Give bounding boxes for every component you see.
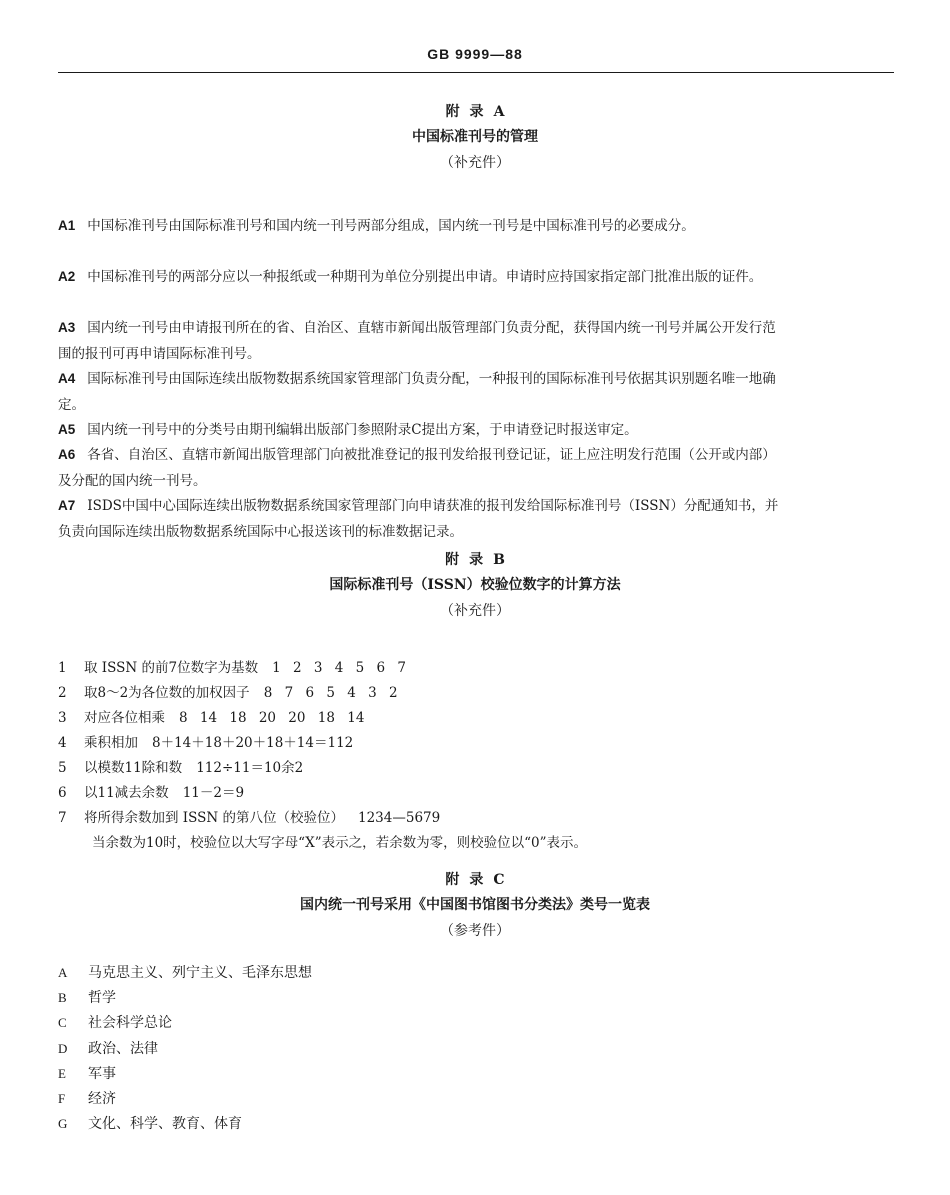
appendix-a-label-letter: A — [493, 104, 505, 120]
appendix-c-note: （参考件） — [440, 923, 510, 939]
item-text: 中国标准刊号由国际标准刊号和国内统一刊号两部分组成，国内统一刊号是中国标准刊号的必要成分。 — [87, 218, 695, 234]
calc-step — [58, 656, 818, 681]
appendix-b-note: （补充件） — [440, 603, 510, 619]
calc-step — [58, 806, 818, 831]
class-letter: D — [58, 1040, 68, 1056]
item-number: A2 — [58, 269, 76, 284]
appendix-c-heading — [0, 868, 950, 944]
appendix-b-heading — [0, 548, 950, 624]
calc-step-text: 取 ISSN 的前7位数字为基数 — [84, 660, 259, 676]
item-text: ISDS中国中心国际连续出版物数据系统国家管理部门向申请获准的报刊发给国际标准刊号（ISSN）分配通知书，并负责向国际连续出版物数据系统国际中心报送该刊的标准数据记录。 — [58, 498, 779, 540]
calc-step — [58, 756, 818, 781]
class-item — [58, 985, 458, 1010]
class-letter: A — [58, 965, 68, 980]
calc-step-value: 11－2＝9 — [182, 785, 245, 801]
calc-step-number: 3 — [58, 710, 67, 726]
calc-step-text: 将所得余数加到 ISSN 的第八位（校验位） — [84, 810, 344, 826]
class-name: 哲学 — [88, 990, 116, 1007]
item-number: A7 — [58, 498, 76, 513]
appendix-a-label — [0, 100, 950, 124]
appendix-c-label-letter: C — [493, 872, 505, 888]
class-letter: E — [58, 1065, 66, 1081]
item-number: A6 — [58, 447, 76, 462]
item-text: 国内统一刊号中的分类号由期刊编辑出版部门参照附录C提出方案，于申请登记时报送审定。 — [87, 422, 638, 438]
appendix-c-label — [0, 868, 950, 892]
appendix-a-item-a6 — [58, 442, 782, 494]
class-item — [58, 1086, 458, 1111]
appendix-b-label-letter: B — [493, 552, 505, 568]
appendix-b-label-text: 附录 — [445, 552, 494, 568]
calc-step-text: 以模数11除和数 — [84, 760, 183, 776]
calc-remark: 当余数为10时，校验位以大写字母“X”表示之，若余数为零，则校验位以“0”表示。 — [92, 835, 587, 851]
class-item — [58, 960, 458, 985]
class-name: 马克思主义、列宁主义、毛泽东思想 — [88, 965, 312, 981]
appendix-c-label-text: 附录 — [445, 872, 494, 888]
class-name: 政治、法律 — [88, 1040, 158, 1057]
class-letter: B — [58, 990, 67, 1006]
calc-step-number: 4 — [58, 735, 67, 751]
appendix-a-item-a4 — [58, 366, 782, 418]
class-item — [58, 1010, 458, 1035]
calc-step-number: 1 — [58, 660, 67, 676]
class-name: 社会科学总论 — [88, 1015, 172, 1032]
appendix-b-title: 国际标准刊号（ISSN）校验位数字的计算方法 — [329, 577, 621, 593]
item-number: A5 — [58, 422, 76, 437]
class-name: 军事 — [88, 1065, 116, 1082]
header-rule — [58, 72, 894, 73]
item-text: 国际标准刊号由国际连续出版物数据系统国家管理部门负责分配，一种报刊的国际标准刊号依据其识别题名唯一地确定。 — [58, 371, 776, 413]
class-name: 经济 — [88, 1090, 116, 1107]
appendix-a-note: （补充件） — [440, 155, 510, 171]
calc-step-value: 8 14 18 20 20 18 14 — [179, 710, 365, 726]
appendix-a-item-a1 — [58, 213, 782, 240]
class-item — [58, 1036, 458, 1061]
class-letter: C — [58, 1015, 67, 1031]
calc-step-number: 7 — [58, 810, 67, 826]
appendix-a-title: 中国标准刊号的管理 — [412, 129, 538, 145]
calc-step-value: 1234—5679 — [358, 810, 441, 826]
appendix-a-item-a5 — [58, 417, 782, 444]
class-item — [58, 1061, 458, 1086]
calc-step-value: 8 7 6 5 4 3 2 — [263, 685, 398, 701]
item-number: A3 — [58, 320, 76, 335]
calc-step-text: 取8～2为各位数的加权因子 — [84, 685, 250, 701]
item-number: A4 — [58, 371, 76, 386]
appendix-a-item-a7 — [58, 493, 782, 545]
calc-step-text: 对应各位相乘 — [84, 710, 165, 726]
class-name: 文化、科学、教育、体育 — [88, 1116, 242, 1133]
calc-step — [58, 731, 818, 756]
calc-step-number: 2 — [58, 685, 67, 701]
calc-step-value: 1 2 3 4 5 6 7 — [272, 660, 406, 676]
appendix-b-steps — [58, 656, 818, 856]
appendix-a-label-text: 附录 — [445, 104, 494, 120]
item-number: A1 — [58, 218, 76, 233]
page-header-code: GB 9999—88 — [427, 46, 523, 62]
appendix-a-item-a3 — [58, 315, 782, 367]
calc-step-text: 乘积相加 — [84, 735, 138, 751]
item-text: 中国标准刊号的两部分应以一种报纸或一种期刊为单位分别提出申请。申请时应持国家指定部门批准出版的证件。 — [87, 269, 763, 285]
calc-step-number: 6 — [58, 785, 67, 801]
class-item — [58, 1111, 458, 1136]
appendix-c-title: 国内统一刊号采用《中国图书馆图书分类法》类号一览表 — [300, 897, 650, 913]
calc-step — [58, 706, 818, 731]
calc-step-text: 以11减去余数 — [84, 785, 169, 801]
calc-step-value: 112÷11＝10余2 — [196, 760, 304, 776]
item-text: 国内统一刊号由申请报刊所在的省、自治区、直辖市新闻出版管理部门负责分配，获得国内统一刊号并属公开发行范围的报刊可再申请国际标准刊号。 — [58, 320, 776, 362]
calc-step-value: 8＋14＋18＋20＋18＋14＝112 — [152, 735, 354, 751]
calc-step — [58, 781, 818, 806]
appendix-b-label — [0, 548, 950, 572]
appendix-c-class-list — [58, 960, 458, 1136]
class-letter: F — [58, 1090, 66, 1106]
calc-step — [58, 681, 818, 706]
appendix-a-item-a2 — [58, 264, 782, 291]
class-letter: G — [58, 1116, 68, 1132]
calc-step-number: 5 — [58, 760, 67, 776]
appendix-a-heading — [0, 100, 950, 176]
item-text: 各省、自治区、直辖市新闻出版管理部门向被批准登记的报刊发给报刊登记证，证上应注明发行范围（公开或内部）及分配的国内统一刊号。 — [58, 447, 776, 489]
